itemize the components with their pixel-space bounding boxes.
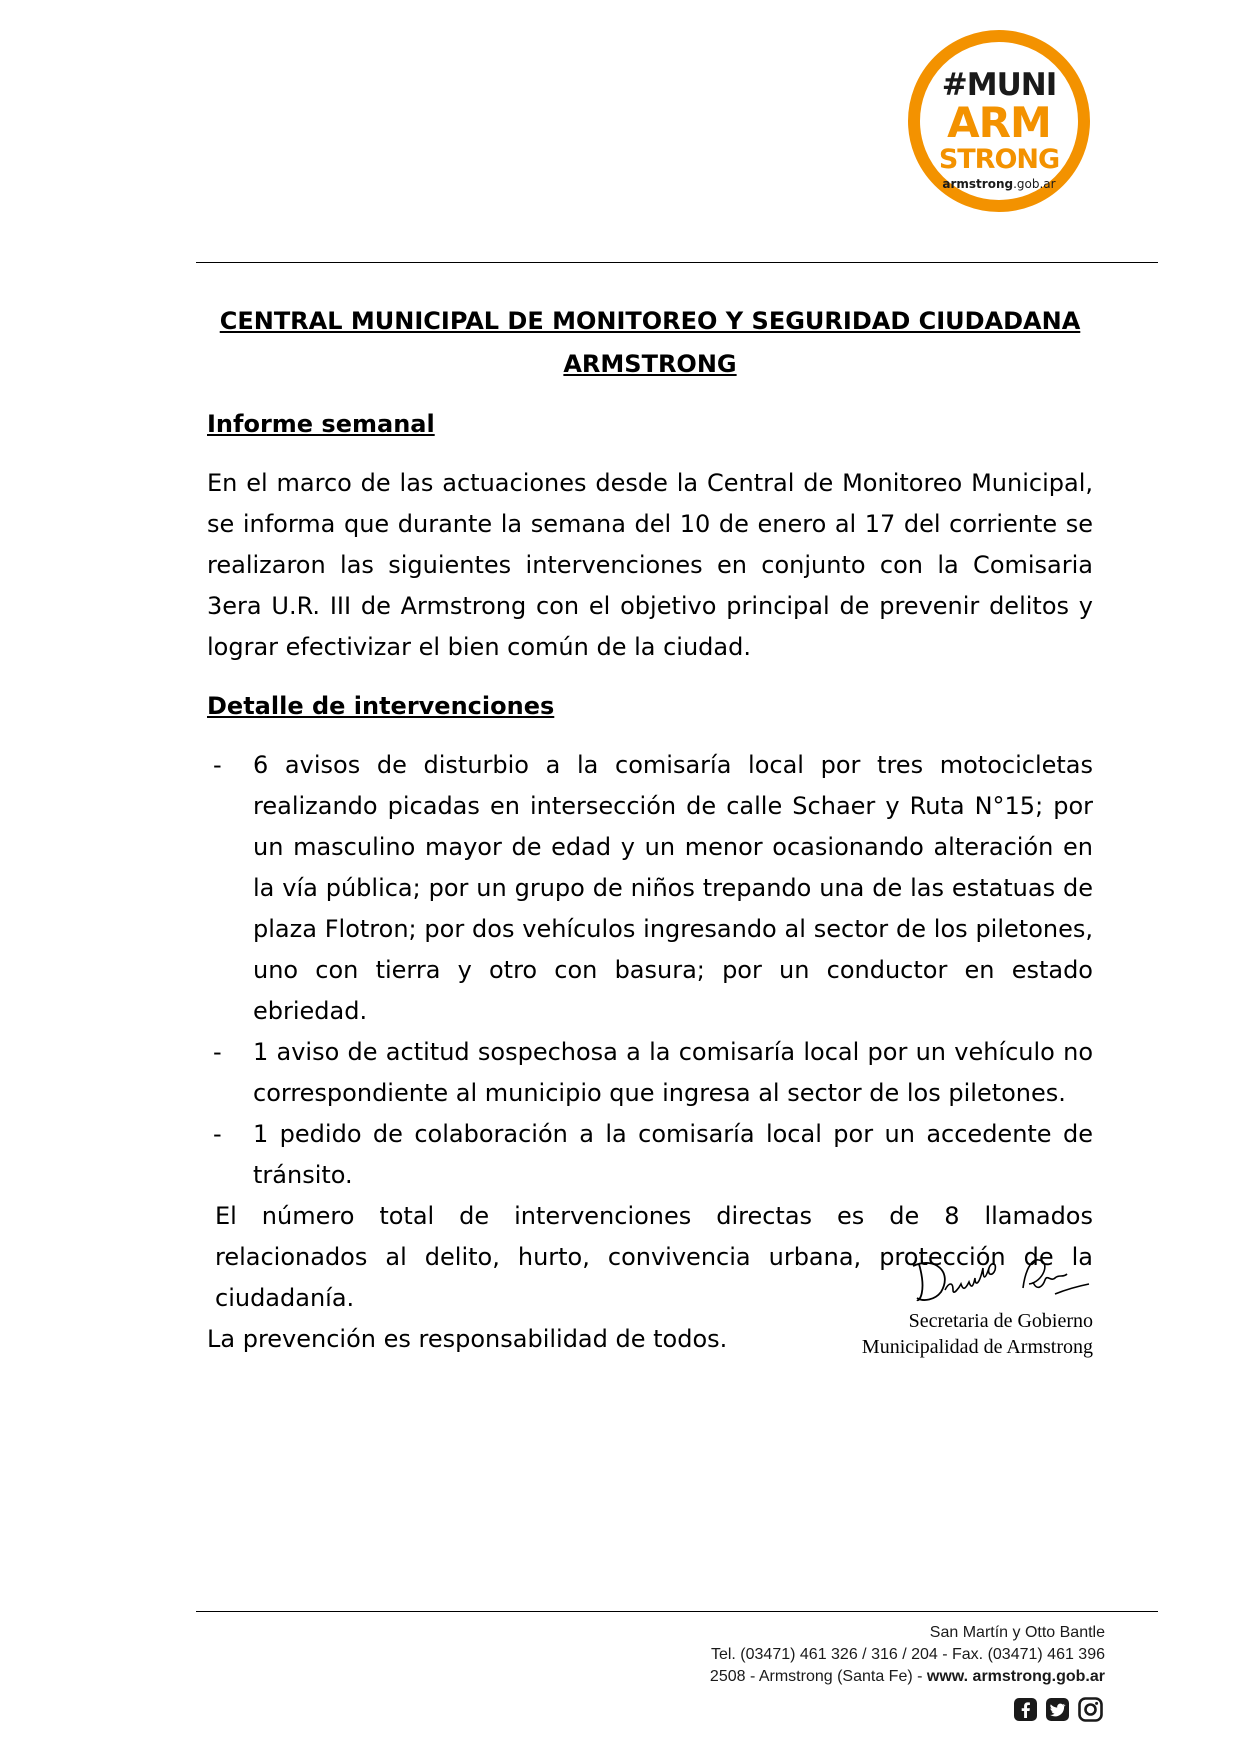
footer-address: San Martín y Otto Bantle <box>929 1624 1105 1641</box>
instagram-icon[interactable] <box>1078 1697 1103 1722</box>
logo-strong: STRONG <box>938 144 1060 175</box>
logo-hashtag: #MUNI <box>941 67 1057 103</box>
document-title <box>207 300 1093 386</box>
logo-domain: armstrong.gob.ar <box>942 177 1056 191</box>
signature-institution: Municipalidad de Armstrong <box>861 1336 1093 1358</box>
list-item: - 6 avisos de disturbio a la comisaría local por tres motocicletas realizando picadas en intersección de calle Schaer y Ruta N°15; por un masculino mayor de edad y un menor ocasionando alteración en la vía pública; por un grupo de niños trepando una de las estatuas de plaza Flotron; por dos vehículos ingresando al sector de los piletones, uno con tierra y otro con basura; por un conductor en estado ebriedad. <box>213 751 1093 1025</box>
list-item: - 1 pedido de colaboración a la comisaría local por un accedente de tránsito. <box>213 1120 1093 1189</box>
facebook-icon[interactable] <box>1013 1697 1038 1722</box>
signature-title: Secretaria de Gobierno <box>908 1310 1093 1332</box>
footer-contact <box>710 1622 1105 1688</box>
footer-divider <box>196 1611 1158 1612</box>
closing-line: La prevención es responsabilidad de todos. <box>207 1325 728 1353</box>
twitter-icon[interactable] <box>1045 1697 1070 1722</box>
logo-arm: ARM <box>947 98 1051 147</box>
title-line-1: CENTRAL MUNICIPAL DE MONITOREO Y SEGURIDAD CIUDADANA <box>219 307 1081 335</box>
social-icons <box>1013 1697 1106 1722</box>
title-line-2: ARMSTRONG <box>563 350 737 378</box>
interventions-list <box>207 745 1093 1196</box>
signature-block <box>862 1308 1093 1360</box>
summary-paragraph: El número total de intervenciones directas es de 8 llamados relacionados al delito, hurto, convivencia urbana, protección de la ciudadanía. <box>215 1202 1093 1312</box>
footer-website-link[interactable]: www. armstrong.gob.ar <box>926 1668 1105 1685</box>
header-divider <box>196 262 1158 263</box>
footer-city: 2508 - Armstrong (Santa Fe) - www. armstrong.gob.ar <box>709 1668 1105 1685</box>
municipality-logo <box>908 30 1090 212</box>
list-item: - 1 aviso de actitud sospechosa a la comisaría local por un vehículo no correspondiente al municipio que ingresa al sector de los piletones. <box>213 1038 1093 1107</box>
footer-phones: Tel. (03471) 461 326 / 316 / 204 - Fax. (03471) 461 396 <box>710 1646 1105 1663</box>
section-body-informe: En el marco de las actuaciones desde la Central de Monitoreo Municipal, se informa que durante la semana del 10 de enero al 17 del corriente se realizaron las siguientes intervenciones en conjunto con la Comisaria 3era U.R. III de Armstrong con el objetivo principal de prevenir delitos y lograr efectivizar el bien común de la ciudad. <box>207 469 1093 661</box>
section-heading-informe: Informe semanal <box>207 410 435 438</box>
section-heading-detalle: Detalle de intervenciones <box>207 692 555 720</box>
document-body <box>207 300 1093 1360</box>
handwritten-signature <box>905 1252 1095 1308</box>
